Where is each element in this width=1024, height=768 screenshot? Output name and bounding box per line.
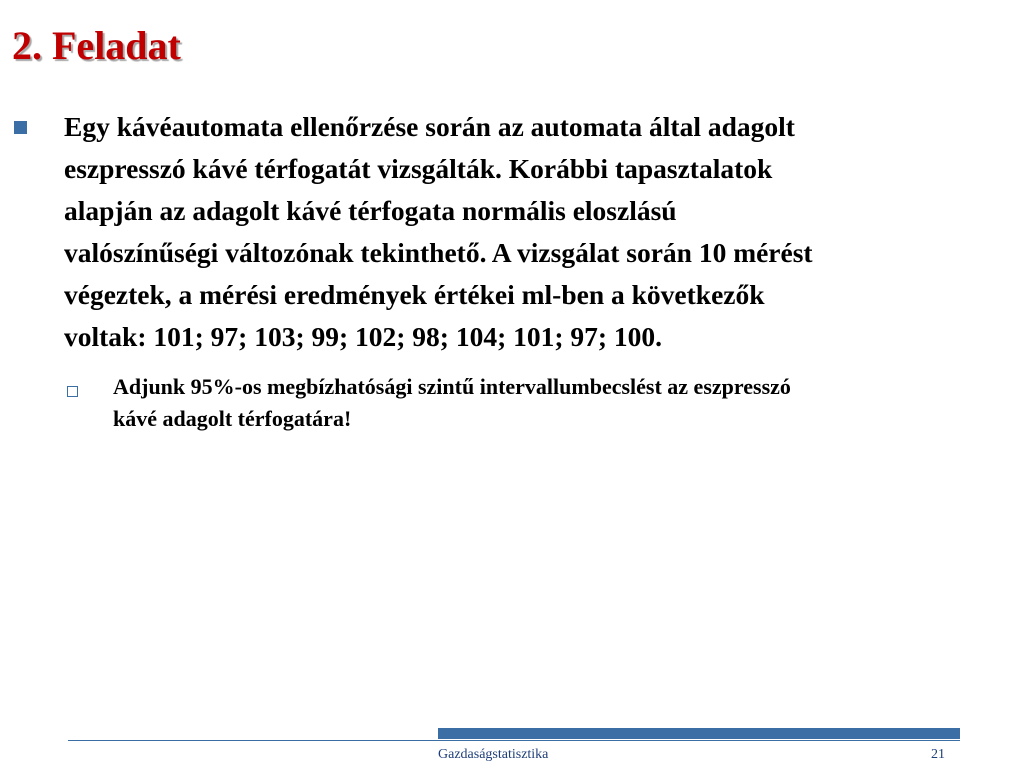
footer-divider — [68, 740, 960, 741]
slide-title: 2. Feladat — [12, 23, 181, 68]
task-question: Adjunk 95%-os megbízhatósági szintű intervallumbecslést az eszpresszó kávé adagolt térfogatára! — [113, 374, 791, 431]
filled-square-bullet-icon — [14, 121, 27, 134]
footer-page-number: 21 — [931, 747, 945, 762]
hollow-square-bullet-icon — [67, 386, 78, 397]
problem-statement: Egy kávéautomata ellenőrzése során az automata által adagolt eszpresszó kávé térfogatát vizsgálták. Korábbi tapasztalatok alapján az adagolt kávé térfogata normális eloszlású valószínűségi változónak tekinthető. A vizsgálat során 10 mérést végeztek, a mérési eredmények értékei ml-ben a következők voltak: 101; 97; 103; 99; 102; 98; 104; 101; 97; 100. — [64, 111, 813, 352]
footer-course-name: Gazdaságstatisztika — [438, 747, 549, 762]
footer-accent-bar — [438, 728, 960, 739]
